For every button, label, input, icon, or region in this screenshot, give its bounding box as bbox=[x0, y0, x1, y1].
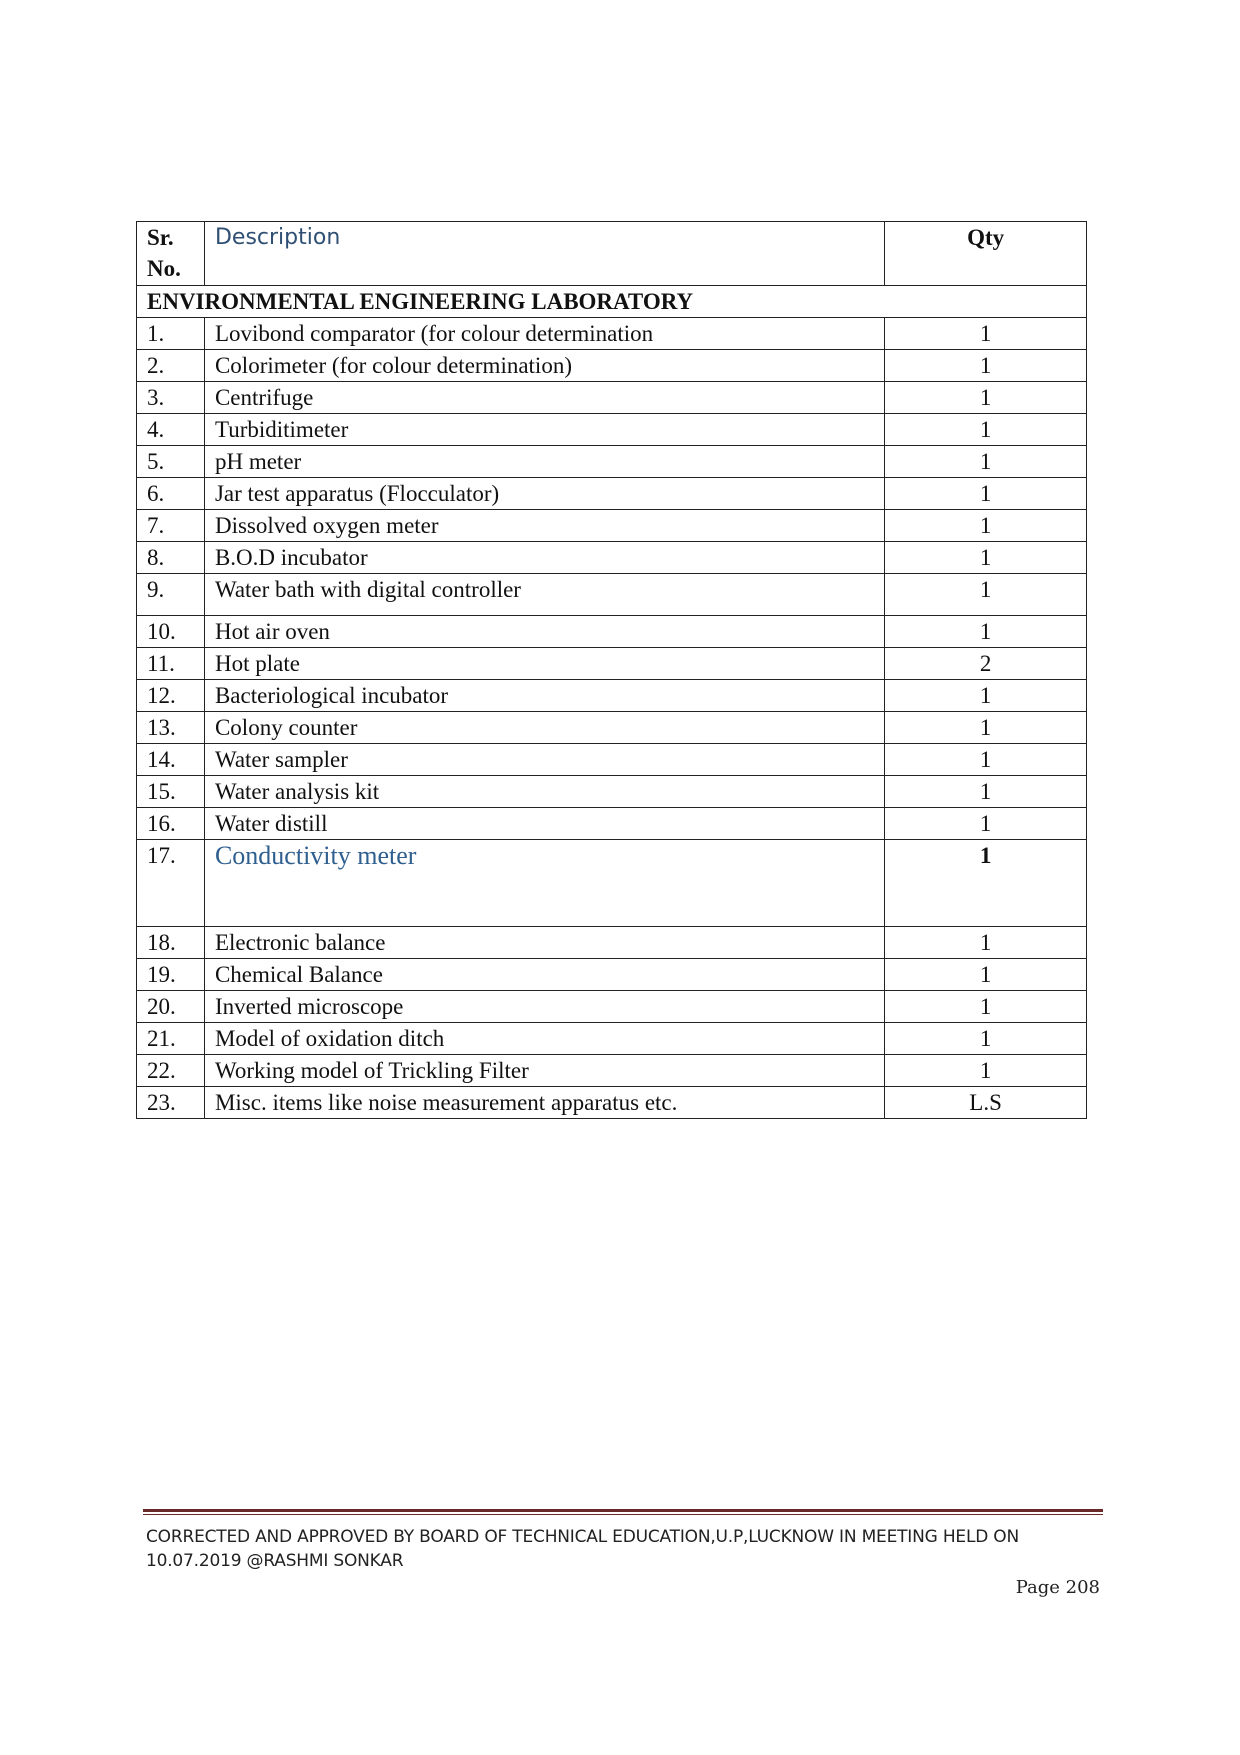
description: Electronic balance bbox=[204, 927, 884, 959]
sr-no: 14. bbox=[137, 744, 205, 776]
table-row bbox=[137, 1087, 1087, 1119]
footer-divider-thin bbox=[143, 1514, 1103, 1515]
sr-no: 13. bbox=[137, 712, 205, 744]
table-row bbox=[137, 510, 1087, 542]
sr-no: 2. bbox=[137, 350, 205, 382]
sr-no: 1. bbox=[137, 318, 205, 350]
sr-no: 19. bbox=[137, 959, 205, 991]
description: Working model of Trickling Filter bbox=[204, 1055, 884, 1087]
quantity: 1 bbox=[885, 350, 1087, 382]
quantity: 1 bbox=[885, 1023, 1087, 1055]
sr-no: 3. bbox=[137, 382, 205, 414]
quantity: 1 bbox=[885, 510, 1087, 542]
section-title: ENVIRONMENTAL ENGINEERING LABORATORY bbox=[137, 286, 1087, 318]
description: Colorimeter (for colour determination) bbox=[204, 350, 884, 382]
description: Colony counter bbox=[204, 712, 884, 744]
description: Water analysis kit bbox=[204, 776, 884, 808]
description: Turbiditimeter bbox=[204, 414, 884, 446]
quantity: 1 bbox=[885, 744, 1087, 776]
table-row bbox=[137, 414, 1087, 446]
sr-no: 11. bbox=[137, 648, 205, 680]
description: Misc. items like noise measurement apparatus etc. bbox=[204, 1087, 884, 1119]
quantity: 1 bbox=[885, 318, 1087, 350]
quantity: 1 bbox=[885, 478, 1087, 510]
description: Hot plate bbox=[204, 648, 884, 680]
description: Model of oxidation ditch bbox=[204, 1023, 884, 1055]
sr-no: 9. bbox=[137, 574, 205, 616]
sr-no: 12. bbox=[137, 680, 205, 712]
table-row bbox=[137, 382, 1087, 414]
quantity: 2 bbox=[885, 648, 1087, 680]
table-header-row bbox=[137, 222, 1087, 286]
table-row bbox=[137, 680, 1087, 712]
table-row bbox=[137, 446, 1087, 478]
sr-no: 21. bbox=[137, 1023, 205, 1055]
sr-no: 4. bbox=[137, 414, 205, 446]
quantity: 1 bbox=[885, 414, 1087, 446]
quantity: 1 bbox=[885, 712, 1087, 744]
quantity: 1 bbox=[885, 542, 1087, 574]
sr-no: 10. bbox=[137, 616, 205, 648]
description: Water distill bbox=[204, 808, 884, 840]
table-row bbox=[137, 991, 1087, 1023]
quantity: 1 bbox=[885, 446, 1087, 478]
description: pH meter bbox=[204, 446, 884, 478]
description: Bacteriological incubator bbox=[204, 680, 884, 712]
quantity: 1 bbox=[885, 1055, 1087, 1087]
sr-no: 15. bbox=[137, 776, 205, 808]
description: B.O.D incubator bbox=[204, 542, 884, 574]
footer-divider bbox=[143, 1509, 1103, 1512]
description: Jar test apparatus (Flocculator) bbox=[204, 478, 884, 510]
quantity: 1 bbox=[885, 776, 1087, 808]
table-row bbox=[137, 712, 1087, 744]
sr-no: 18. bbox=[137, 927, 205, 959]
sr-no: 5. bbox=[137, 446, 205, 478]
header-sr-no: Sr. No. bbox=[137, 222, 205, 286]
sr-no: 6. bbox=[137, 478, 205, 510]
quantity: 1 bbox=[885, 382, 1087, 414]
table-row bbox=[137, 1055, 1087, 1087]
description: Centrifuge bbox=[204, 382, 884, 414]
table-row bbox=[137, 318, 1087, 350]
table-row bbox=[137, 648, 1087, 680]
description: Conductivity meter bbox=[204, 840, 884, 927]
sr-no: 17. bbox=[137, 840, 205, 927]
quantity: L.S bbox=[885, 1087, 1087, 1119]
description: Hot air oven bbox=[204, 616, 884, 648]
quantity: 1 bbox=[885, 991, 1087, 1023]
quantity: 1 bbox=[885, 574, 1087, 616]
quantity: 1 bbox=[885, 808, 1087, 840]
table-row bbox=[137, 574, 1087, 616]
quantity: 1 bbox=[885, 927, 1087, 959]
table-row bbox=[137, 840, 1087, 927]
sr-no: 20. bbox=[137, 991, 205, 1023]
table-row bbox=[137, 959, 1087, 991]
description: Chemical Balance bbox=[204, 959, 884, 991]
quantity: 1 bbox=[885, 959, 1087, 991]
section-row bbox=[137, 286, 1087, 318]
table-row bbox=[137, 350, 1087, 382]
header-qty: Qty bbox=[885, 222, 1087, 286]
sr-no: 16. bbox=[137, 808, 205, 840]
sr-no: 23. bbox=[137, 1087, 205, 1119]
description: Dissolved oxygen meter bbox=[204, 510, 884, 542]
equipment-table bbox=[136, 221, 1087, 1119]
quantity: 1 bbox=[885, 680, 1087, 712]
table-row bbox=[137, 927, 1087, 959]
table-row bbox=[137, 542, 1087, 574]
sr-no: 7. bbox=[137, 510, 205, 542]
header-description: Description bbox=[204, 222, 884, 286]
quantity: 1 bbox=[885, 616, 1087, 648]
table-row bbox=[137, 744, 1087, 776]
quantity: 1 bbox=[885, 840, 1087, 927]
table-row bbox=[137, 808, 1087, 840]
table-row bbox=[137, 616, 1087, 648]
description: Lovibond comparator (for colour determination bbox=[204, 318, 884, 350]
sr-no: 22. bbox=[137, 1055, 205, 1087]
page-number: Page 208 bbox=[1015, 1577, 1100, 1598]
table-row bbox=[137, 478, 1087, 510]
table-row bbox=[137, 776, 1087, 808]
table-row bbox=[137, 1023, 1087, 1055]
description: Water bath with digital controller bbox=[204, 574, 884, 616]
description: Water sampler bbox=[204, 744, 884, 776]
sr-no: 8. bbox=[137, 542, 205, 574]
footer-approval-note: CORRECTED AND APPROVED BY BOARD OF TECHNICAL EDUCATION,U.P,LUCKNOW IN MEETING HELD ON 10.07.2019 @RASHMI SONKAR bbox=[146, 1527, 1020, 1571]
description: Inverted microscope bbox=[204, 991, 884, 1023]
